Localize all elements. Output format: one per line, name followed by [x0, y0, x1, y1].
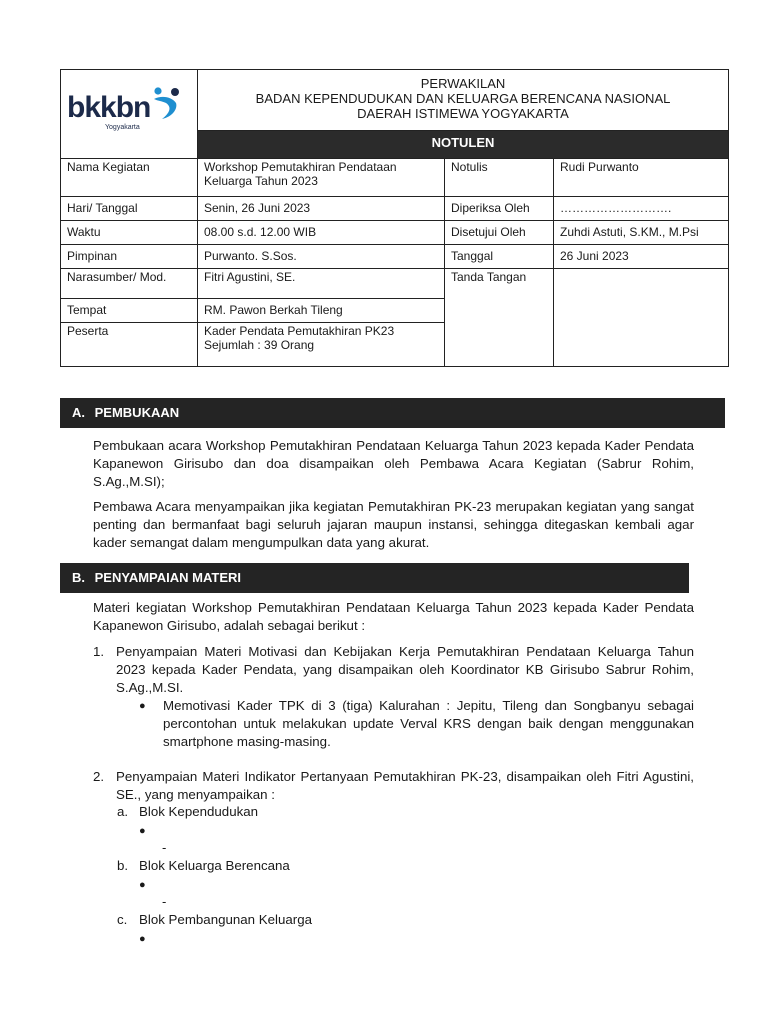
header-table [60, 69, 729, 367]
sub-b-label: b. [117, 858, 129, 873]
sub-a-dash: - [162, 840, 167, 855]
narasumber-value: Fitri Agustini, SE. [198, 269, 445, 299]
title-line-2: BADAN KEPENDUDUKAN DAN KELUARGA BERENCANA NASIONAL [255, 91, 671, 106]
item-2-number: 2. [93, 769, 105, 784]
logo-text: bkkbn [67, 91, 151, 125]
diperiksa-value: ………………………. [554, 197, 729, 221]
sub-c-text: Blok Pembangunan Keluarga [139, 912, 312, 927]
peserta-label: Peserta [61, 323, 198, 367]
notulis-label: Notulis [445, 159, 554, 197]
tanggal-label: Tanggal [445, 245, 554, 269]
tanda-tangan-value [554, 269, 729, 367]
section-b-header [60, 563, 689, 593]
section-a-paragraph-1: Pembukaan acara Workshop Pemutakhiran Pendataan Keluarga Tahun 2023 kepada Kader Pendata Kapanewon Girisubo dan doa disampaikan oleh Pembawa Acara Kegiatan (Sabrur Rohim, S.Ag.,M.SI); [93, 438, 694, 489]
section-a-header [60, 398, 725, 428]
section-b-intro: Materi kegiatan Workshop Pemutakhiran Pendataan Keluarga Tahun 2023 kepada Kader Pendata Kapanewon Girisubo, adalah sebagai berikut : [93, 600, 694, 633]
diperiksa-label: Diperiksa Oleh [445, 197, 554, 221]
logo-cell [61, 70, 198, 159]
title-line-1: PERWAKILAN [420, 76, 506, 91]
hari-value: Senin, 26 Juni 2023 [198, 197, 445, 221]
tempat-value: RM. Pawon Berkah Tileng [198, 299, 445, 323]
bkkbn-logo [67, 93, 197, 135]
item-1-text: Penyampaian Materi Motivasi dan Kebijakan Kerja Pemutakhiran Pendataan Keluarga Tahun 2023 kepada Kader Pendata, yang disampaikan oleh Koordinator KB Girisubo Sabrur Rohim, S.Ag.,M.SI. [116, 644, 694, 695]
disetujui-label: Disetujui Oleh [445, 221, 554, 245]
sub-c-label: c. [117, 912, 128, 927]
item-1-bullet-text: Memotivasi Kader TPK di 3 (tiga) Kalurahan : Jepitu, Tileng dan Songbanyu sebagai percontohan untuk melakukan update Verval KRS dengan baik dengan menggunakan smartphone masing-masing. [163, 698, 694, 749]
section-a-paragraph-2: Pembawa Acara menyampaikan jika kegiatan Pemutakhiran PK-23 merupakan kegiatan yang sangat penting dan bermanfaat bagi seluruh jajaran maupun instansi, sehingga ditegaskan kembali agar kader semangat dalam mengumpulkan data yang akurat. [93, 499, 694, 550]
tempat-label: Tempat [61, 299, 198, 323]
section-b-letter: B. [72, 570, 85, 585]
sub-b-dash: - [162, 894, 167, 909]
peserta-line-1: Kader Pendata Pemutakhiran PK23 [204, 324, 395, 338]
peserta-line-2: Sejumlah : 39 Orang [204, 337, 315, 352]
sub-a-text: Blok Kependudukan [139, 804, 259, 819]
disetujui-value: Zuhdi Astuti, S.KM., M.Psi [554, 221, 729, 245]
notulis-value: Rudi Purwanto [554, 159, 729, 197]
item-1-number: 1. [93, 644, 105, 659]
section-b-title: PENYAMPAIAN MATERI [94, 570, 242, 585]
waktu-label: Waktu [61, 221, 198, 245]
pimpinan-label: Pimpinan [61, 245, 198, 269]
narasumber-label: Narasumber/ Mod. [61, 269, 198, 299]
item-2-text: Penyampaian Materi Indikator Pertanyaan Pemutakhiran PK-23, disampaikan oleh Fitri Agustini, SE., yang menyampaikan : [116, 769, 694, 802]
item-1-bullet-icon: ● [139, 700, 146, 712]
hari-label: Hari/ Tanggal [61, 197, 198, 221]
nama-kegiatan-value: Workshop Pemutakhiran Pendataan Keluarga Tahun 2023 [198, 159, 445, 197]
sub-a-bullet-icon: ● [139, 825, 146, 837]
sub-c-bullet-icon: ● [139, 933, 146, 945]
tanda-tangan-label: Tanda Tangan [445, 269, 554, 367]
section-a-letter: A. [72, 405, 85, 420]
peserta-value [198, 323, 445, 367]
title-line-3: DAERAH ISTIMEWA YOGYAKARTA [357, 106, 569, 121]
pimpinan-value: Purwanto. S.Sos. [198, 245, 445, 269]
section-a-title: PEMBUKAAN [94, 405, 180, 420]
sub-b-text: Blok Keluarga Berencana [139, 858, 290, 873]
sub-a-label: a. [117, 804, 129, 819]
notulen-heading: NOTULEN [198, 131, 729, 159]
tanggal-value: 26 Juni 2023 [554, 245, 729, 269]
logo-subtitle: Yogyakarta [105, 124, 140, 132]
title-cell [198, 70, 729, 131]
sub-b-bullet-icon: ● [139, 879, 146, 891]
nama-kegiatan-label: Nama Kegiatan [61, 159, 198, 197]
bkkbn-mark-icon [148, 85, 182, 121]
waktu-value: 08.00 s.d. 12.00 WIB [198, 221, 445, 245]
